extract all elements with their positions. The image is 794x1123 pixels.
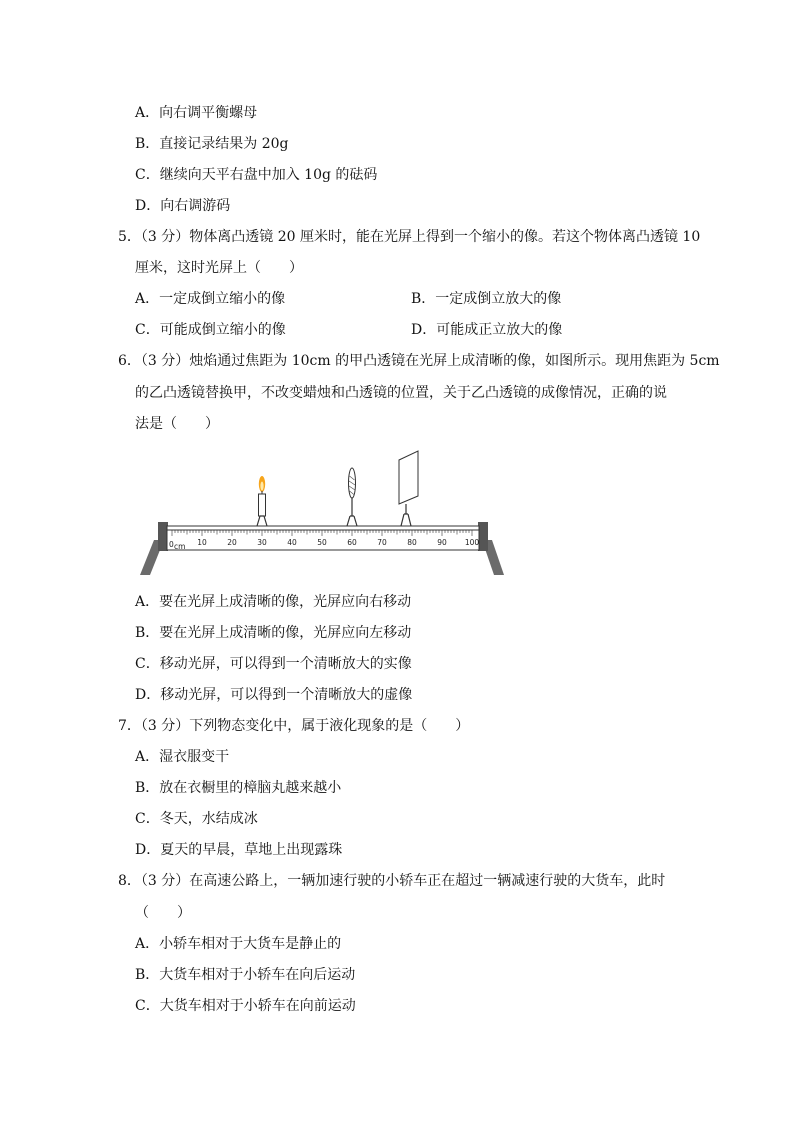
q5-option-b: B．一定成倒立放大的像 — [411, 291, 562, 307]
q4-option-a: A．向右调平衡螺母 — [135, 105, 258, 121]
scale-tick-label: 70 — [377, 538, 387, 547]
q6-option-b: B．要在光屏上成清晰的像，光屏应向左移动 — [135, 625, 412, 641]
scale-tick-label: 80 — [407, 538, 417, 547]
q5-option-c: C．可能成倒立缩小的像 — [135, 322, 286, 338]
q7-option-b: B．放在衣橱里的樟脑丸越来越小 — [135, 780, 342, 796]
top-rail — [167, 526, 479, 530]
q8-option-b: B．大货车相对于小轿车在向后运动 — [135, 967, 356, 983]
scale-tick-label: 30 — [257, 538, 267, 547]
q6-option-a: A．要在光屏上成清晰的像，光屏应向右移动 — [135, 594, 412, 610]
q6-stem-line1: 6．（3 分）烛焰通过焦距为 10cm 的甲凸透镜在光屏上成清晰的像，如图所示。现用焦距为 5cm — [118, 353, 720, 369]
q6-stem-line3: 法是（ ） — [135, 416, 219, 432]
q7-stem: 7．（3 分）下列物态变化中，属于液化现象的是（ ） — [118, 718, 470, 734]
candle — [257, 476, 267, 526]
screen-panel — [399, 451, 418, 504]
convex-lens — [347, 468, 357, 526]
q8-option-a: A．小轿车相对于大货车是静止的 — [135, 936, 342, 952]
light-screen — [399, 451, 418, 526]
q4-option-d: D．向右调游码 — [135, 198, 231, 214]
q7-option-c: C．冬天，水结成冰 — [135, 811, 258, 827]
q6-stem-line2: 的乙凸透镜替换甲，不改变蜡烛和凸透镜的位置，关于乙凸透镜的成像情况，正确的说 — [135, 385, 667, 401]
scale-tick-label: 0 — [169, 540, 174, 549]
q8-option-c: C．大货车相对于小轿车在向前运动 — [135, 998, 356, 1014]
q6-option-d: D．移动光屏，可以得到一个清晰放大的虚像 — [135, 687, 413, 703]
screen-holder — [401, 514, 411, 526]
q4-option-b: B．直接记录结果为 20g — [135, 136, 289, 152]
scale-tick-label: 90 — [437, 538, 447, 547]
scale-tick-label: 50 — [317, 538, 327, 547]
candle-flame-inner — [260, 482, 263, 491]
q5-option-d: D．可能成正立放大的像 — [411, 322, 563, 338]
q6-option-c: C．移动光屏，可以得到一个清晰放大的实像 — [135, 656, 412, 672]
candle-holder — [257, 516, 267, 526]
q5-stem-line2: 厘米，这时光屏上（ ） — [135, 260, 303, 276]
scale-tick-label: 20 — [227, 538, 237, 547]
q5-option-a: A．一定成倒立缩小的像 — [135, 291, 286, 307]
optical-bench-svg — [138, 450, 510, 578]
unit-label: cm — [174, 542, 186, 551]
q8-stem-line2: （ ） — [135, 905, 191, 921]
lens-holder — [347, 516, 357, 526]
optical-bench-figure — [138, 450, 510, 578]
q5-stem-line1: 5．（3 分）物体离凸透镜 20 厘米时，能在光屏上得到一个缩小的像。若这个物体离凸透镜 10 — [118, 229, 701, 245]
q7-option-d: D．夏天的早晨，草地上出现露珠 — [135, 842, 343, 858]
q8-stem-line1: 8．（3 分）在高速公路上，一辆加速行驶的小轿车正在超过一辆减速行驶的大货车，此时 — [118, 873, 666, 889]
scale-tick-label: 10 — [197, 538, 207, 547]
scale-tick-label: 60 — [347, 538, 357, 547]
q4-option-c: C．继续向天平右盘中加入 10g 的砝码 — [135, 167, 378, 183]
scale-tick-label: 40 — [287, 538, 297, 547]
q7-option-a: A．湿衣服变干 — [135, 749, 230, 765]
candle-body — [259, 494, 266, 516]
scale-tick-label: 100 — [464, 538, 480, 547]
